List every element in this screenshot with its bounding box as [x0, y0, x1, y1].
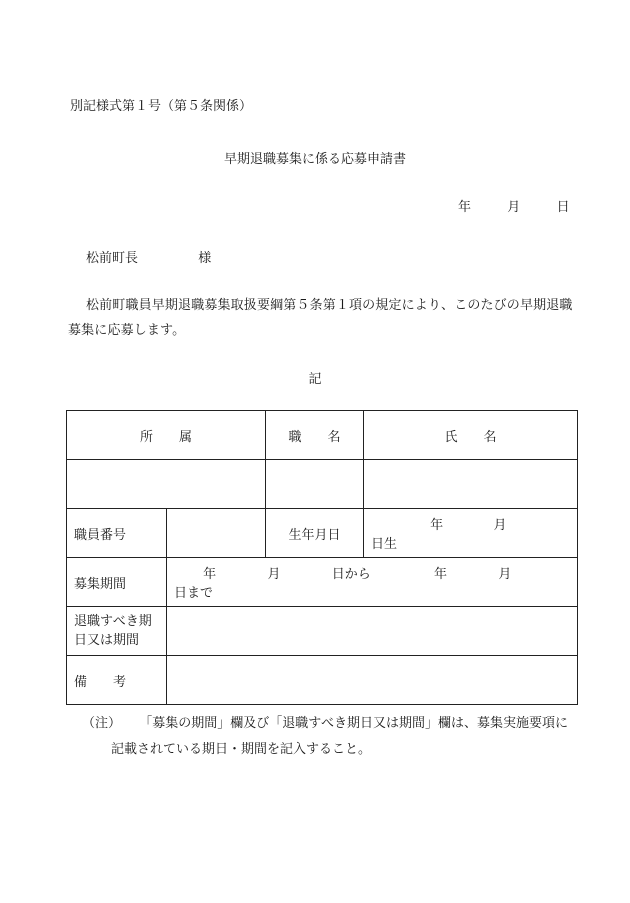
application-table [66, 410, 578, 705]
period-from-suffix: 日から [331, 567, 371, 582]
note-line1: 「募集の期間」欄及び「退職すべき期日又は期間」欄は、募集実施要項に [139, 716, 569, 731]
recipient-honorific: 様 [198, 251, 212, 266]
birthdate-field[interactable] [364, 509, 578, 558]
remarks-field[interactable] [167, 656, 578, 705]
retire-date-field[interactable] [167, 607, 578, 656]
affiliation-label: 所 属 [67, 411, 266, 460]
birthdate-month: 月 [493, 518, 507, 533]
position-label: 職 名 [266, 411, 364, 460]
remarks-label: 備 考 [67, 656, 167, 705]
table-entry-row [67, 460, 578, 509]
date-year: 年 [458, 200, 472, 215]
body-text: 松前町職員早期退職募集取扱要綱第５条第１項の規定により、このたびの早期退職募集に応募します。 [68, 298, 573, 338]
table-row [67, 656, 578, 705]
table-row [67, 607, 578, 656]
birthdate-label: 生年月日 [266, 509, 364, 558]
birthdate-year: 年 [430, 518, 444, 533]
name-field[interactable] [364, 460, 578, 509]
employee-no-field[interactable] [167, 509, 266, 558]
period-field[interactable] [167, 558, 578, 607]
position-field[interactable] [266, 460, 364, 509]
date-line [458, 196, 570, 215]
date-month: 月 [507, 200, 521, 215]
date-day: 日 [556, 200, 570, 215]
table-row [67, 509, 578, 558]
note-marker: （注） [82, 716, 122, 731]
period-to-suffix: 日まで [174, 586, 214, 601]
recipient-name: 松前町長 [86, 251, 139, 266]
table-header-row [67, 411, 578, 460]
table-row [67, 558, 578, 607]
retire-date-label [67, 607, 167, 656]
note-line2: 記載されている期日・期間を記入すること。 [111, 742, 372, 757]
recipient [86, 247, 211, 266]
period-label: 募集期間 [67, 558, 167, 607]
document-title: 早期退職募集に係る応募申請書 [223, 152, 406, 167]
period-to-year: 年 [434, 567, 448, 582]
form-reference: 別記様式第１号（第５条関係） [70, 99, 253, 114]
period-to-month: 月 [498, 567, 512, 582]
affiliation-field[interactable] [67, 460, 266, 509]
period-from-month: 月 [267, 567, 281, 582]
ki-heading: 記 [308, 372, 322, 387]
note [82, 712, 568, 731]
period-from-year: 年 [203, 567, 217, 582]
employee-no-label: 職員番号 [67, 509, 167, 558]
retire-date-label-line1: 退職すべき期 [74, 614, 152, 629]
name-label: 氏 名 [364, 411, 578, 460]
retire-date-label-line2: 日又は期間 [74, 633, 140, 648]
birthdate-suffix: 日生 [371, 537, 398, 552]
